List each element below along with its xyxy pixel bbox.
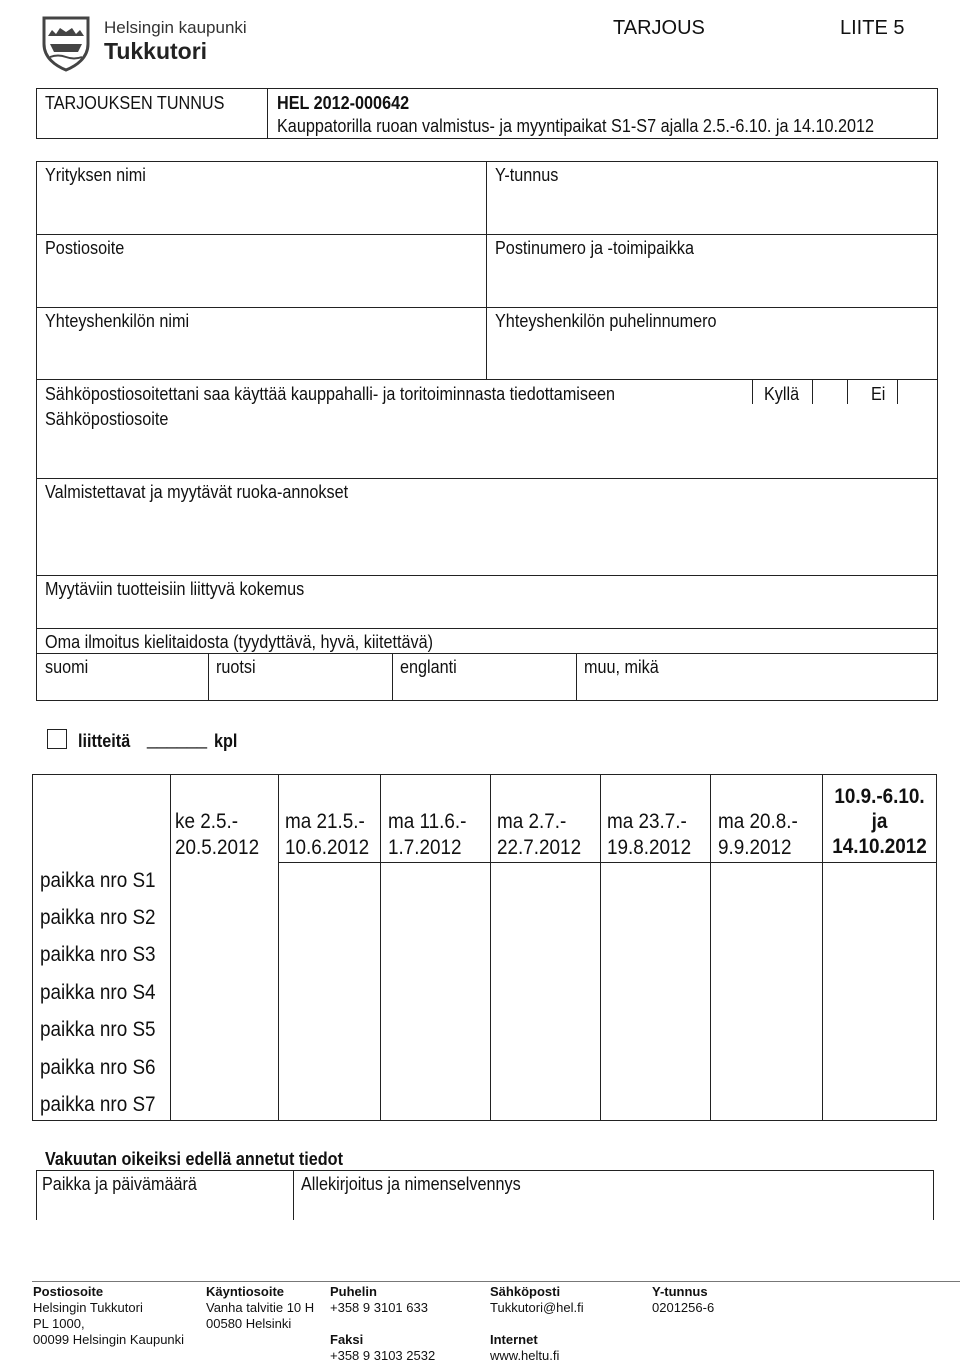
footer-visit-heading: Käyntiosoite xyxy=(206,1284,285,1299)
tender-description: Kauppatorilla ruoan valmistus- ja myyntipaikat S1-S7 ajalla 2.5.-6.10. ja 14.10.2012 xyxy=(277,116,875,136)
language-swedish: ruotsi xyxy=(216,657,256,677)
food-portions-label: Valmistettavat ja myytävät ruoka-annokset xyxy=(45,482,349,502)
email-consent-text: Sähköpostiosoitettani saa käyttää kauppahalli- ja toritoiminnasta tiedottamiseen xyxy=(45,384,616,404)
footer-address-heading: Postiosoite xyxy=(33,1284,104,1299)
company-name-field[interactable] xyxy=(37,187,485,233)
place-row-label: paikka nro S4 xyxy=(40,981,156,1004)
language-skills-label: Oma ilmoitus kielitaidosta (tyydyttävä, hyvä, kiitettävä) xyxy=(45,632,434,652)
period-6-start: ma 20.8.- xyxy=(718,810,798,833)
language-english: englanti xyxy=(400,657,457,677)
contact-name-label: Yhteyshenkilön nimi xyxy=(45,311,190,331)
footer-business-id-heading: Y-tunnus xyxy=(652,1284,708,1299)
period-5-end: 19.8.2012 xyxy=(607,836,692,859)
footer-fax: +358 9 3103 2532 xyxy=(330,1348,436,1363)
place-row-label: paikka nro S7 xyxy=(40,1093,156,1116)
place-date-label: Paikka ja päivämäärä xyxy=(42,1174,197,1194)
footer-business-id: 0201256-6 xyxy=(652,1300,715,1315)
period-1-end: 20.5.2012 xyxy=(175,836,260,859)
footer-email-heading: Sähköposti xyxy=(490,1284,561,1299)
contact-phone-field[interactable] xyxy=(487,333,936,378)
org-unit: Tukkutori xyxy=(104,38,208,64)
org-name: Helsingin kaupunki xyxy=(104,18,247,37)
consent-no-checkbox[interactable] xyxy=(898,381,936,403)
postal-code-label: Postinumero ja -toimipaikka xyxy=(495,238,694,258)
period-4-start: ma 2.7.- xyxy=(497,810,567,833)
footer-visit-line: Vanha talvitie 10 H xyxy=(206,1300,315,1315)
footer-address-line: Helsingin Tukkutori xyxy=(33,1300,143,1315)
attachments-checkbox[interactable] xyxy=(47,729,67,749)
footer-visit-line: 00580 Helsinki xyxy=(206,1316,292,1331)
period-2-end: 10.6.2012 xyxy=(285,836,370,859)
period-7-join: ja xyxy=(871,810,888,833)
declaration-heading: Vakuutan oikeiksi edellä annetut tiedot xyxy=(45,1149,343,1169)
place-date-field[interactable] xyxy=(37,1196,292,1220)
period-7-start: 10.9.-6.10. xyxy=(834,785,925,808)
place-row-label: paikka nro S1 xyxy=(40,869,156,892)
place-row-label: paikka nro S2 xyxy=(40,906,156,929)
signature-field[interactable] xyxy=(294,1196,932,1220)
period-7-end: 14.10.2012 xyxy=(832,835,927,858)
experience-label: Myytäviin tuotteisiin liittyvä kokemus xyxy=(45,579,305,599)
helsinki-crest-icon xyxy=(40,14,92,72)
period-1-start: ke 2.5.- xyxy=(175,810,239,833)
place-row-label: paikka nro S5 xyxy=(40,1018,156,1041)
footer-email[interactable]: Tukkutori@hel.fi xyxy=(490,1300,584,1315)
business-id-label: Y-tunnus xyxy=(495,165,559,185)
postal-code-field[interactable] xyxy=(487,260,936,306)
period-5-start: ma 23.7.- xyxy=(607,810,687,833)
attachments-label: liitteitä xyxy=(78,731,131,751)
tender-id-label: TARJOUKSEN TUNNUS xyxy=(45,93,225,113)
language-finnish: suomi xyxy=(45,657,89,677)
appendix-label: LIITE 5 xyxy=(840,17,905,39)
business-id-field[interactable] xyxy=(487,187,936,233)
consent-no-label: Ei xyxy=(871,384,886,404)
period-4-end: 22.7.2012 xyxy=(497,836,582,859)
attachments-unit: kpl xyxy=(214,731,238,751)
language-other: muu, mikä xyxy=(584,657,659,677)
footer-fax-heading: Faksi xyxy=(330,1332,364,1347)
signature-label: Allekirjoitus ja nimenselvennys xyxy=(301,1174,521,1194)
email-address-label: Sähköpostiosoite xyxy=(45,409,169,429)
logo xyxy=(40,14,250,72)
schedule-entry-area[interactable] xyxy=(279,863,936,1119)
footer-internet-heading: Internet xyxy=(490,1332,538,1347)
doc-type: TARJOUS xyxy=(613,17,705,39)
footer-address-line: PL 1000, xyxy=(33,1316,85,1331)
consent-yes-label: Kyllä xyxy=(764,384,800,404)
contact-name-field[interactable] xyxy=(37,333,485,378)
place-row-label: paikka nro S3 xyxy=(40,943,156,966)
postal-address-label: Postiosoite xyxy=(45,238,125,258)
email-address-field[interactable] xyxy=(37,431,936,477)
footer-address-line: 00099 Helsingin Kaupunki xyxy=(33,1332,185,1347)
period-2-start: ma 21.5.- xyxy=(285,810,365,833)
period-6-end: 9.9.2012 xyxy=(718,836,792,859)
footer-internet[interactable]: www.heltu.fi xyxy=(490,1348,560,1363)
tender-id: HEL 2012-000642 xyxy=(277,93,410,113)
food-portions-field[interactable] xyxy=(37,504,936,574)
experience-field[interactable] xyxy=(37,601,936,627)
attachments-count-blank[interactable]: ______ xyxy=(147,729,208,749)
period-3-start: ma 11.6.- xyxy=(388,810,467,833)
period-7-header xyxy=(829,784,931,859)
company-name-label: Yrityksen nimi xyxy=(45,165,146,185)
contact-phone-label: Yhteyshenkilön puhelinnumero xyxy=(495,311,717,331)
footer-phone-heading: Puhelin xyxy=(330,1284,377,1299)
period-3-end: 1.7.2012 xyxy=(388,836,462,859)
place-row-label: paikka nro S6 xyxy=(40,1056,156,1079)
footer-phone: +358 9 3101 633 xyxy=(330,1300,428,1315)
postal-address-field[interactable] xyxy=(37,260,485,306)
consent-yes-checkbox[interactable] xyxy=(813,381,846,403)
